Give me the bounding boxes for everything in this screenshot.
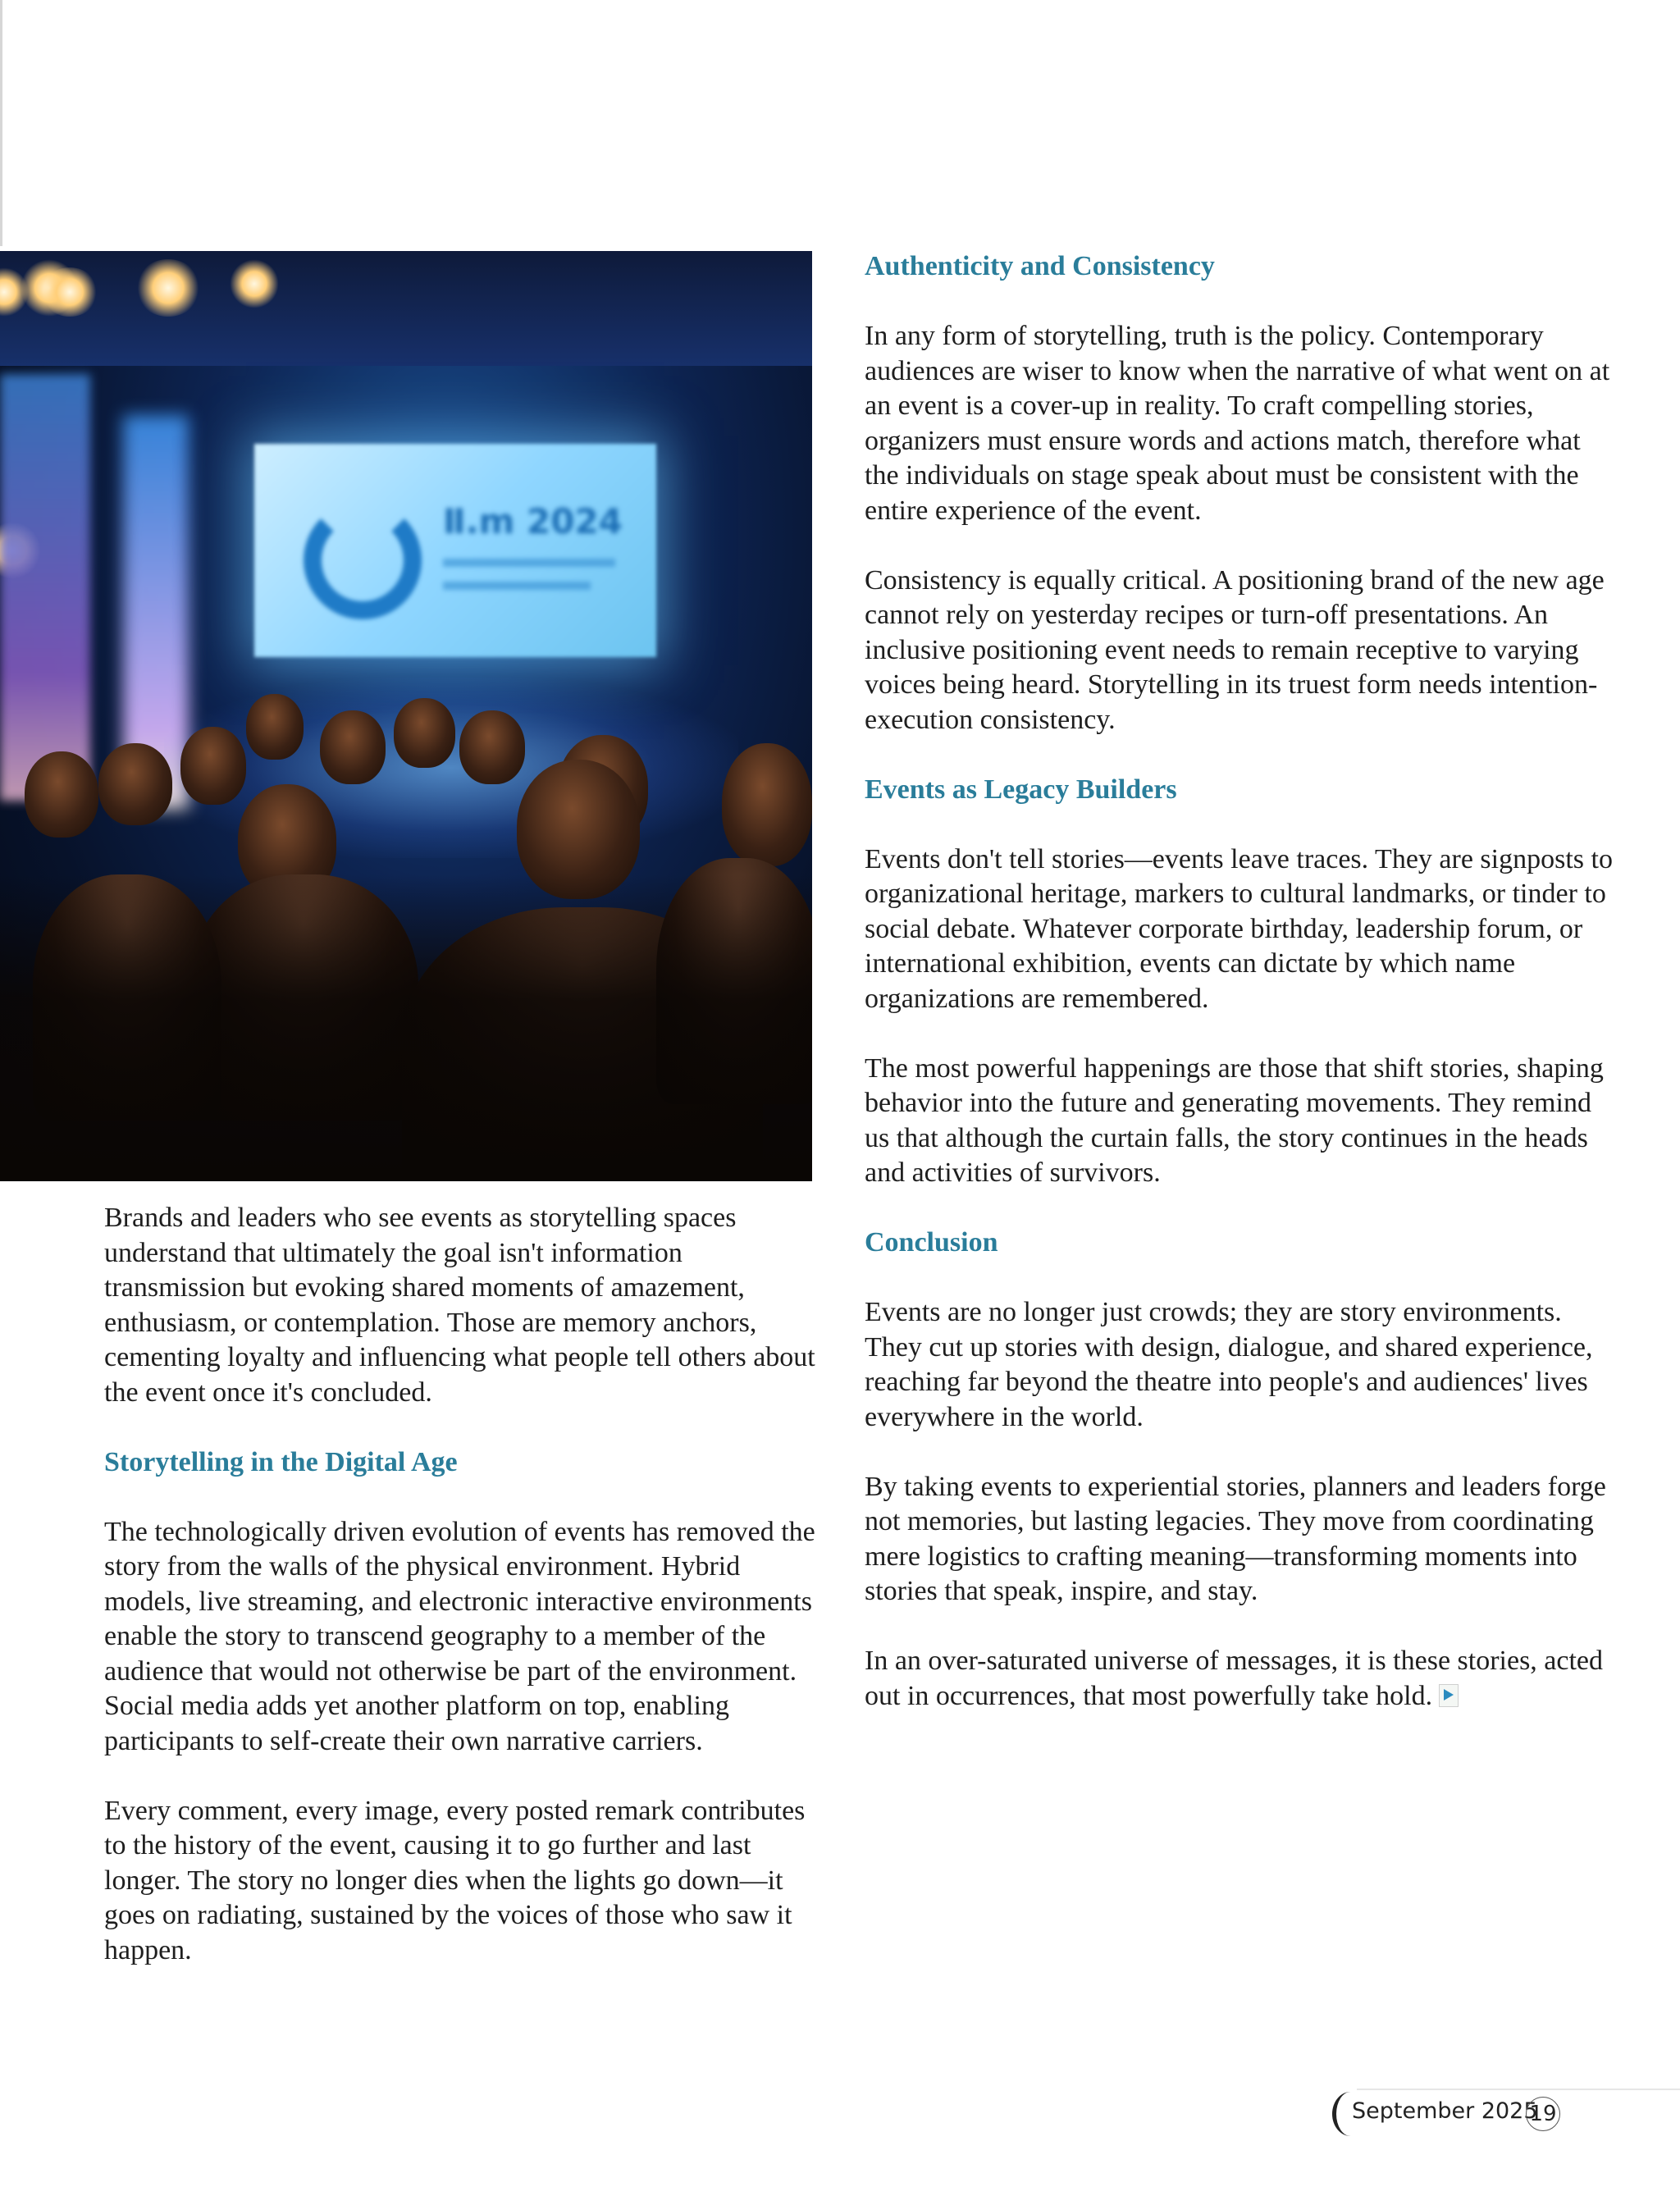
section-heading-legacy: Events as Legacy Builders [865,774,1177,805]
body-paragraph: In any form of storytelling, truth is the policy. Contemporary audiences are wiser to know when the narrative of what went on at an event is a cover-up in reality. To craft compelling stories, organizers must ensure words and actions match, therefore what the individuals on stage speak about must be consistent with the entire experience of the event. [865,321,1610,526]
end-of-article-icon [1439,1684,1459,1707]
audience-head [722,743,812,866]
margin-rule [0,0,2,246]
body-paragraph: Events don't tell stories—events leave traces. They are signposts to organizational heritage, markers to cultural landmarks, or tinder to social debate. Whatever corporate birthday, leadership forum, or international exhibition, events can dictate by which name organizations are remembered. [865,843,1613,1014]
screen-text-line [443,559,615,567]
audience-head [246,694,304,760]
left-column [104,1201,826,2003]
page-number: 19 [1526,2097,1560,2131]
body-paragraph: Brands and leaders who see events as storytelling spaces understand that ultimately the goal isn't information transmission but evoking shared moments of amazement, enthusiasm, or contemplation. Those are memory anchors, cementing loyalty and influencing what people tell others about the event once it's concluded. [104,1203,815,1408]
stage-light [230,259,279,308]
audience-head [459,710,525,784]
section-heading-digital-age: Storytelling in the Digital Age [104,1446,458,1477]
body-paragraph: By taking events to experiential stories, planners and leaders forge not memories, but lasting legacies. They move from coordinating mere logistics to crafting meaning—transforming moments into stories that speak, inspire, and stay. [865,1471,1606,1606]
page-footer [1332,2089,1680,2141]
section-heading-conclusion: Conclusion [865,1227,998,1258]
screen-ring-logo-icon [304,501,422,619]
photo-left-wall [0,374,90,801]
body-paragraph: The most powerful happenings are those that shift stories, shaping behavior into the future and generating movements. They remind us that although the curtain falls, the story continues in the heads and activities of survivors. [865,1052,1604,1188]
footer-rule [1357,2089,1680,2090]
closing-text: In an over-saturated universe of messages, it is these stories, acted out in occurrences, that most powerfully take hold. [865,1646,1604,1711]
screen-title: Ⅱ.m 2024 [443,501,623,541]
body-paragraph: Every comment, every image, every posted remark contributes to the history of the event, causing it to go further and last longer. The story no longer dies when the lights go down—it goes on radiating, sustained by the voices of those who saw it happen. [104,1795,806,1965]
photo-foreground-shade [0,874,812,1181]
audience-head [25,751,98,838]
audience-head [394,698,455,768]
audience-head [98,743,172,825]
section-heading-authenticity: Authenticity and Consistency [865,251,1215,281]
issue-date: September 2025 [1352,2098,1538,2124]
body-paragraph: The technologically driven evolution of events has removed the story from the walls of the physical environment. Hybrid models, live streaming, and electronic interactive environments enable the story to transcend geography to a member of the audience that would not otherwise be part of the environment. Social media adds yet another platform on top, enabling participants to self-create their own narrative carriers. [104,1516,815,1756]
body-paragraph: Events are no longer just crowds; they are story environments. They cut up stories with design, dialogue, and shared experience, reaching far beyond the theatre into people's and audiences' lives everywhere in the world. [865,1297,1593,1432]
audience-head [180,727,246,805]
right-column [865,249,1618,1749]
stage-light [135,259,201,317]
closing-paragraph [865,1644,1618,1714]
conference-audience-photo [0,251,812,1181]
stage-light [41,267,98,317]
presentation-screen [254,444,656,657]
photo-ceiling [0,251,812,366]
audience-head [320,710,386,784]
screen-text-line [443,582,591,590]
body-paragraph: Consistency is equally critical. A positioning brand of the new age cannot rely on yesterday recipes or turn-off presentations. An inclusive positioning event needs to remain receptive to varying voices being heard. Storytelling in its truest form needs intention-execution consistency. [865,564,1605,735]
